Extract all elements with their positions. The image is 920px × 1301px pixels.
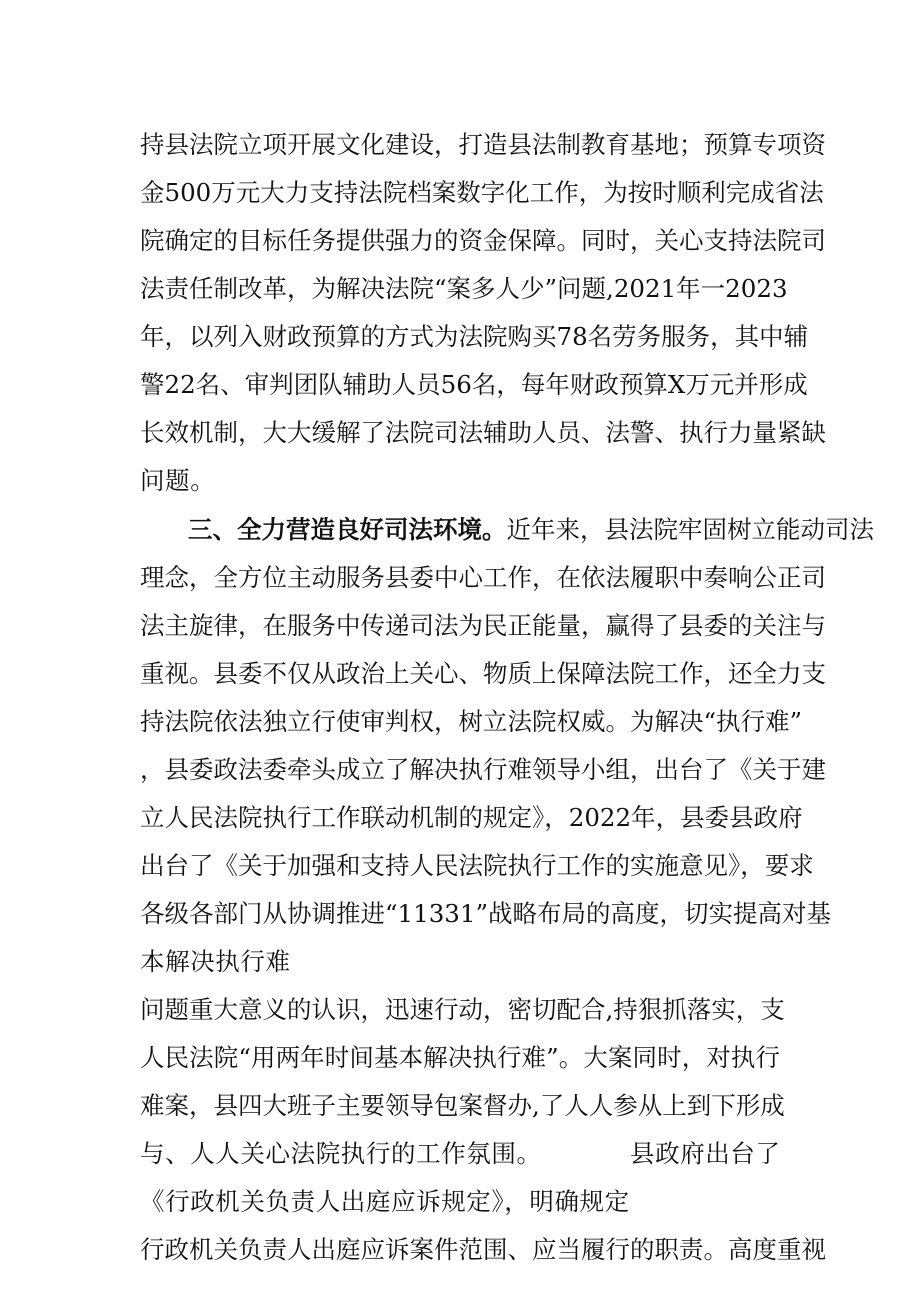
text-line: 《行政机关负责人出庭应诉规定》，明确规定: [140, 1187, 630, 1216]
text-line: 理念，全方位主动服务县委中心工作，在依法履职中奏响公正司: [140, 563, 826, 592]
text-line: 各级各部门从协调推进“11331”战略布局的高度，切实提高对基: [140, 899, 831, 928]
text-line: 难案，县四大班子主要领导包案督办,了人人参从上到下形成: [140, 1091, 785, 1120]
text-line: 与、人人关心法院执行的工作氛围。: [140, 1139, 542, 1168]
text-line: 立人民法院执行工作联动机制的规定》，2022年，县委县政府: [140, 803, 803, 832]
section-paragraph-start: [140, 515, 874, 544]
text-segment: 近年来，县法院牢固树立能动司法: [506, 515, 874, 544]
text-line: 出台了《关于加强和支持人民法院执行工作的实施意见》，要求: [140, 851, 814, 880]
text-line: 法主旋律，在服务中传递司法为民正能量，赢得了县委的关注与: [140, 611, 826, 640]
text-line: 持法院依法独立行使审判权，树立法院权威。为解决“执行难”: [140, 707, 803, 736]
text-line: 重视。县委不仅从政治上关心、物质上保障法院工作，还全力支: [140, 659, 826, 688]
text-line: 本解决执行难: [140, 947, 291, 976]
text-line: 问题重大意义的认识，迅速行动，密切配合,持狠抓落实，支: [140, 995, 785, 1024]
text-line: 法责任制改革，为解决法院“案多人少”问题,2021年一2023: [140, 274, 788, 303]
text-line: 警22名、审判团队辅助人员56名，每年财政预算X万元并形成: [140, 370, 808, 399]
text-line: 问题。: [140, 466, 216, 495]
text-line: 持县法院立项开展文化建设，打造县法制教育基地；预算专项资: [140, 130, 826, 159]
text-line: 年，以列入财政预算的方式为法院购买78名劳务服务，其中辅: [140, 322, 809, 351]
text-line: ，县委政法委牵头成立了解决执行难领导小组，出台了《关于建: [140, 755, 826, 784]
text-line: 县政府出台了: [630, 1139, 781, 1168]
text-line: 院确定的目标任务提供强力的资金保障。同时，关心支持法院司: [140, 226, 826, 255]
text-line: 人民法院“用两年时间基本解决执行难”。大案同时，对执行: [140, 1043, 780, 1072]
section-heading: 三、全力营造良好司法环境。: [188, 515, 507, 544]
text-line: 金500万元大力支持法院档案数字化工作，为按时顺利完成省法: [140, 178, 824, 207]
text-line: 行政机关负责人出庭应诉案件范围、应当履行的职责。高度重视: [140, 1235, 826, 1264]
text-line: 长效机制，大大缓解了法院司法辅助人员、法警、执行力量紧缺: [140, 418, 826, 447]
